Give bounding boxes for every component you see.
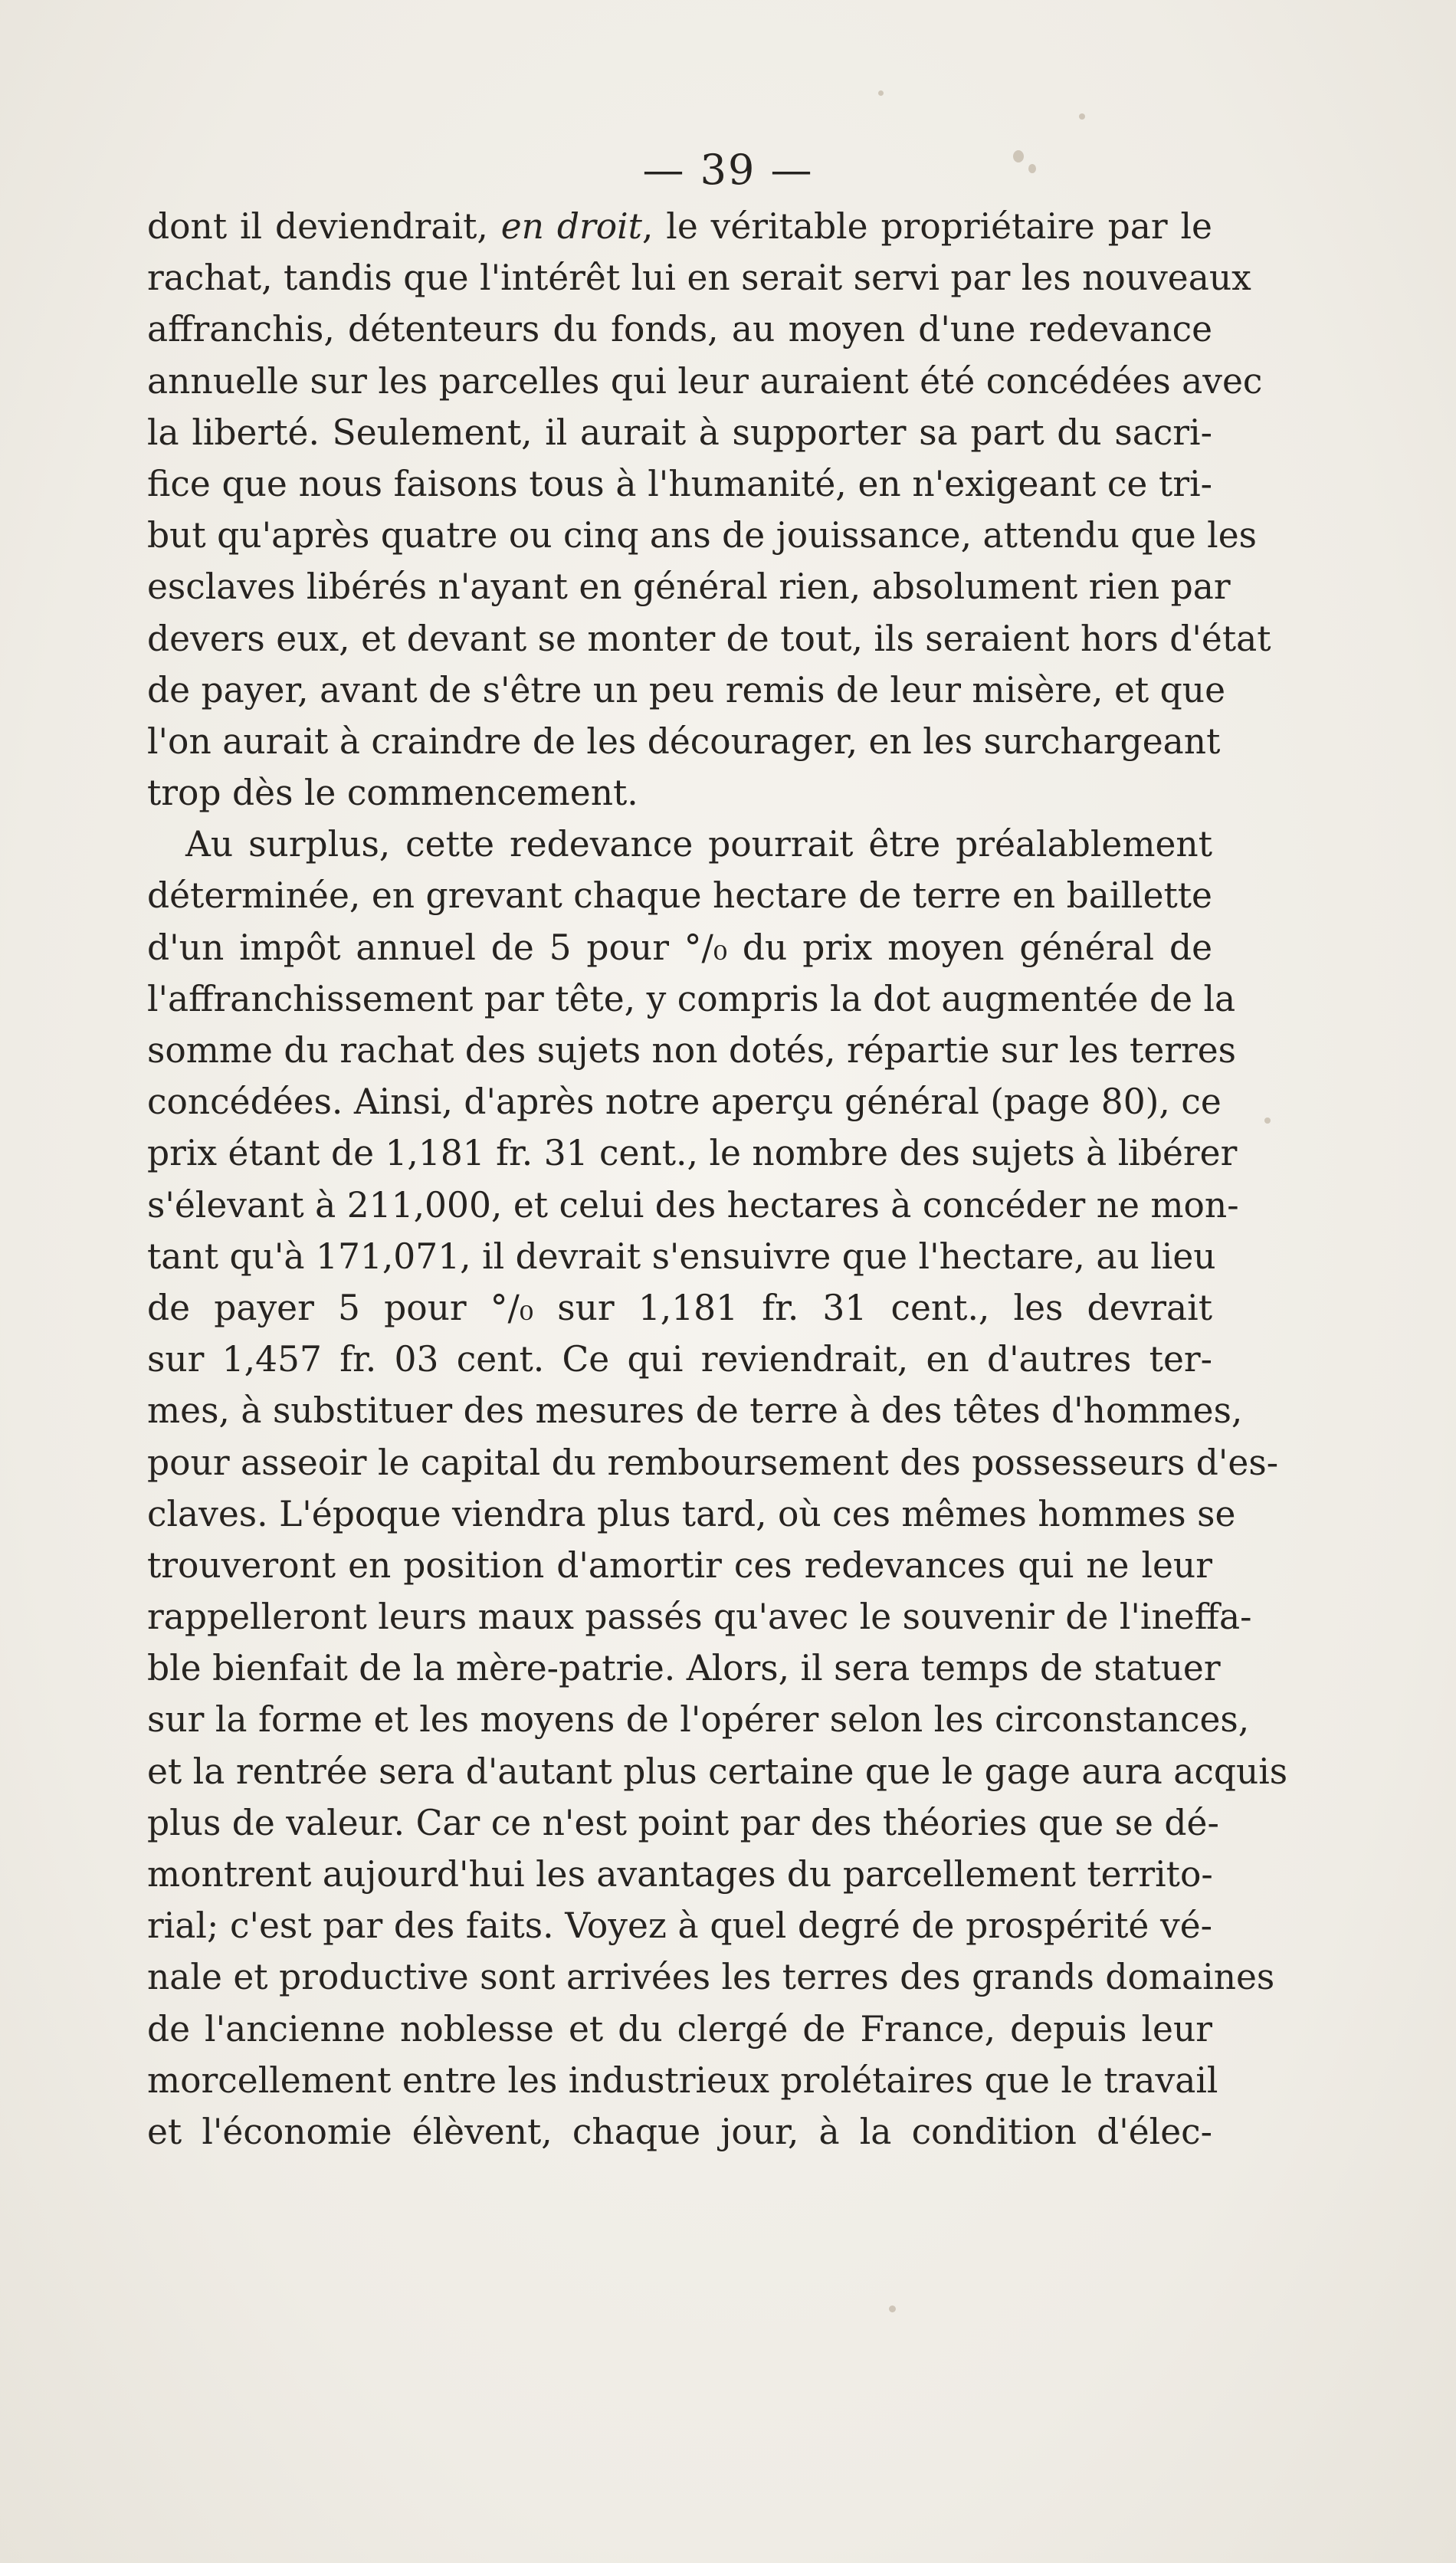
text-line xyxy=(147,561,1231,612)
text-line xyxy=(147,1437,1279,1488)
text-segment: de payer 5 pour °/₀ sur 1,181 fr. 31 cent., les devrait xyxy=(147,1287,1212,1328)
text-line xyxy=(147,252,1251,304)
text-line xyxy=(147,510,1257,561)
text-segment: but qu'après quatre ou cinq ans de jouissance, attendu que les xyxy=(147,515,1257,556)
text-segment: rachat, tandis que l'intérêt lui en serait servi par les nouveaux xyxy=(147,258,1251,299)
text-line xyxy=(147,665,1226,716)
text-line xyxy=(147,2003,1212,2055)
text-line xyxy=(147,1694,1250,1745)
text-segment: mes, à substituer des mesures de terre à des têtes d'hommes, xyxy=(147,1390,1243,1432)
text-segment: somme du rachat des sujets non dotés, répartie sur les terres xyxy=(147,1030,1237,1071)
text-segment: annuelle sur les parcelles qui leur auraient été concédées avec xyxy=(147,360,1263,402)
text-segment: fice que nous faisons tous à l'humanité, en n'exigeant ce tri- xyxy=(147,463,1212,504)
text-line xyxy=(147,356,1263,407)
text-segment: de payer, avant de s'être un peu remis de leur misère, et que xyxy=(147,669,1226,710)
text-line xyxy=(147,819,1212,870)
text-segment: nale et productive sont arrivées les terres des grands domaines xyxy=(147,1957,1275,1998)
text-segment: ble bienfait de la mère-patrie. Alors, il sera temps de statuer xyxy=(147,1648,1221,1689)
italic-segment: en droit xyxy=(500,206,642,247)
text-line xyxy=(147,1025,1237,1076)
text-line xyxy=(147,1797,1219,1849)
text-segment: claves. L'époque viendra plus tard, où ces mêmes hommes se xyxy=(147,1493,1236,1534)
text-line xyxy=(147,870,1212,921)
text-segment: et la rentrée sera d'autant plus certaine que le gage aura acquis xyxy=(147,1751,1288,1792)
text-line xyxy=(147,1900,1212,1951)
text-line xyxy=(147,922,1212,973)
text-segment: la liberté. Seulement, il aurait à supporter sa part du sacri- xyxy=(147,412,1212,453)
text-segment: s'élevant à 211,000, et celui des hectares à concéder ne mon- xyxy=(147,1184,1239,1226)
text-segment: d'un impôt annuel de 5 pour °/₀ du prix moyen général de xyxy=(147,927,1212,968)
text-segment: , le véritable propriétaire par le xyxy=(641,206,1212,247)
text-line xyxy=(147,973,1236,1025)
text-segment: pour asseoir le capital du remboursement des possesseurs d'es- xyxy=(147,1442,1279,1483)
text-line xyxy=(147,1849,1212,1900)
foxing-spot xyxy=(889,2305,896,2312)
text-line xyxy=(147,716,1221,767)
text-segment: plus de valeur. Car ce n'est point par des théories que se dé- xyxy=(147,1802,1219,1843)
text-line xyxy=(147,458,1212,510)
text-segment: concédées. Ainsi, d'après notre aperçu général (page 80), ce xyxy=(147,1081,1222,1123)
text-line xyxy=(147,304,1212,355)
page-number: — 39 — xyxy=(642,146,814,194)
text-segment: sur 1,457 fr. 03 cent. Ce qui reviendrait, en d'autres ter- xyxy=(147,1339,1212,1380)
text-line xyxy=(147,1385,1243,1436)
text-line xyxy=(147,1488,1236,1540)
text-line xyxy=(147,1231,1216,1282)
text-segment: affranchis, détenteurs du fonds, au moyen d'une redevance xyxy=(147,309,1212,350)
text-segment: tant qu'à 171,071, il devrait s'ensuivre que l'hectare, au lieu xyxy=(147,1236,1216,1277)
foxing-spot xyxy=(1079,113,1085,120)
text-line xyxy=(147,2055,1218,2106)
text-line xyxy=(147,2106,1212,2158)
text-segment: l'affranchissement par tête, y compris la dot augmentée de la xyxy=(147,978,1236,1019)
text-line xyxy=(147,201,1212,252)
text-line xyxy=(147,407,1212,458)
text-segment: de l'ancienne noblesse et du clergé de France, depuis leur xyxy=(147,2008,1212,2049)
text-segment: esclaves libérés n'ayant en général rien, absolument rien par xyxy=(147,566,1231,608)
foxing-spot xyxy=(1264,1117,1271,1124)
text-line xyxy=(147,613,1271,665)
text-segment: devers eux, et devant se monter de tout, ils seraient hors d'état xyxy=(147,618,1271,659)
text-segment: trouveront en position d'amortir ces redevances qui ne leur xyxy=(147,1544,1212,1586)
text-segment: et l'économie élèvent, chaque jour, à la condition d'élec- xyxy=(147,2111,1212,2152)
text-line xyxy=(147,1180,1239,1231)
text-line xyxy=(147,1076,1222,1127)
text-line xyxy=(147,1746,1288,1797)
text-segment: Au surplus, cette redevance pourrait être préalablement xyxy=(185,824,1212,865)
text-segment: prix étant de 1,181 fr. 31 cent., le nombre des sujets à libérer xyxy=(147,1133,1238,1174)
text-segment: montrent aujourd'hui les avantages du parcellement territo- xyxy=(147,1854,1213,1895)
text-line xyxy=(147,1642,1221,1694)
text-line xyxy=(147,1334,1212,1385)
text-line xyxy=(147,1951,1275,2003)
text-line xyxy=(147,1540,1212,1591)
text-segment: sur la forme et les moyens de l'opérer selon les circonstances, xyxy=(147,1699,1250,1741)
foxing-spot xyxy=(878,90,884,96)
text-line xyxy=(147,1282,1212,1334)
text-segment: rappelleront leurs maux passés qu'avec le souvenir de l'ineffa- xyxy=(147,1597,1252,1638)
text-line xyxy=(147,767,1212,819)
text-segment: dont il deviendrait, xyxy=(147,206,501,247)
text-line xyxy=(147,1591,1252,1642)
text-segment: trop dès le commencement. xyxy=(147,773,638,814)
text-line xyxy=(147,1127,1238,1179)
text-segment: rial; c'est par des faits. Voyez à quel degré de prospérité vé- xyxy=(147,1905,1212,1947)
text-segment: morcellement entre les industrieux prolétaires que le travail xyxy=(147,2059,1218,2101)
body-text xyxy=(147,201,1288,2158)
text-segment: l'on aurait à craindre de les décourager, en les surchargeant xyxy=(147,720,1221,762)
text-segment: déterminée, en grevant chaque hectare de terre en baillette xyxy=(147,875,1212,917)
